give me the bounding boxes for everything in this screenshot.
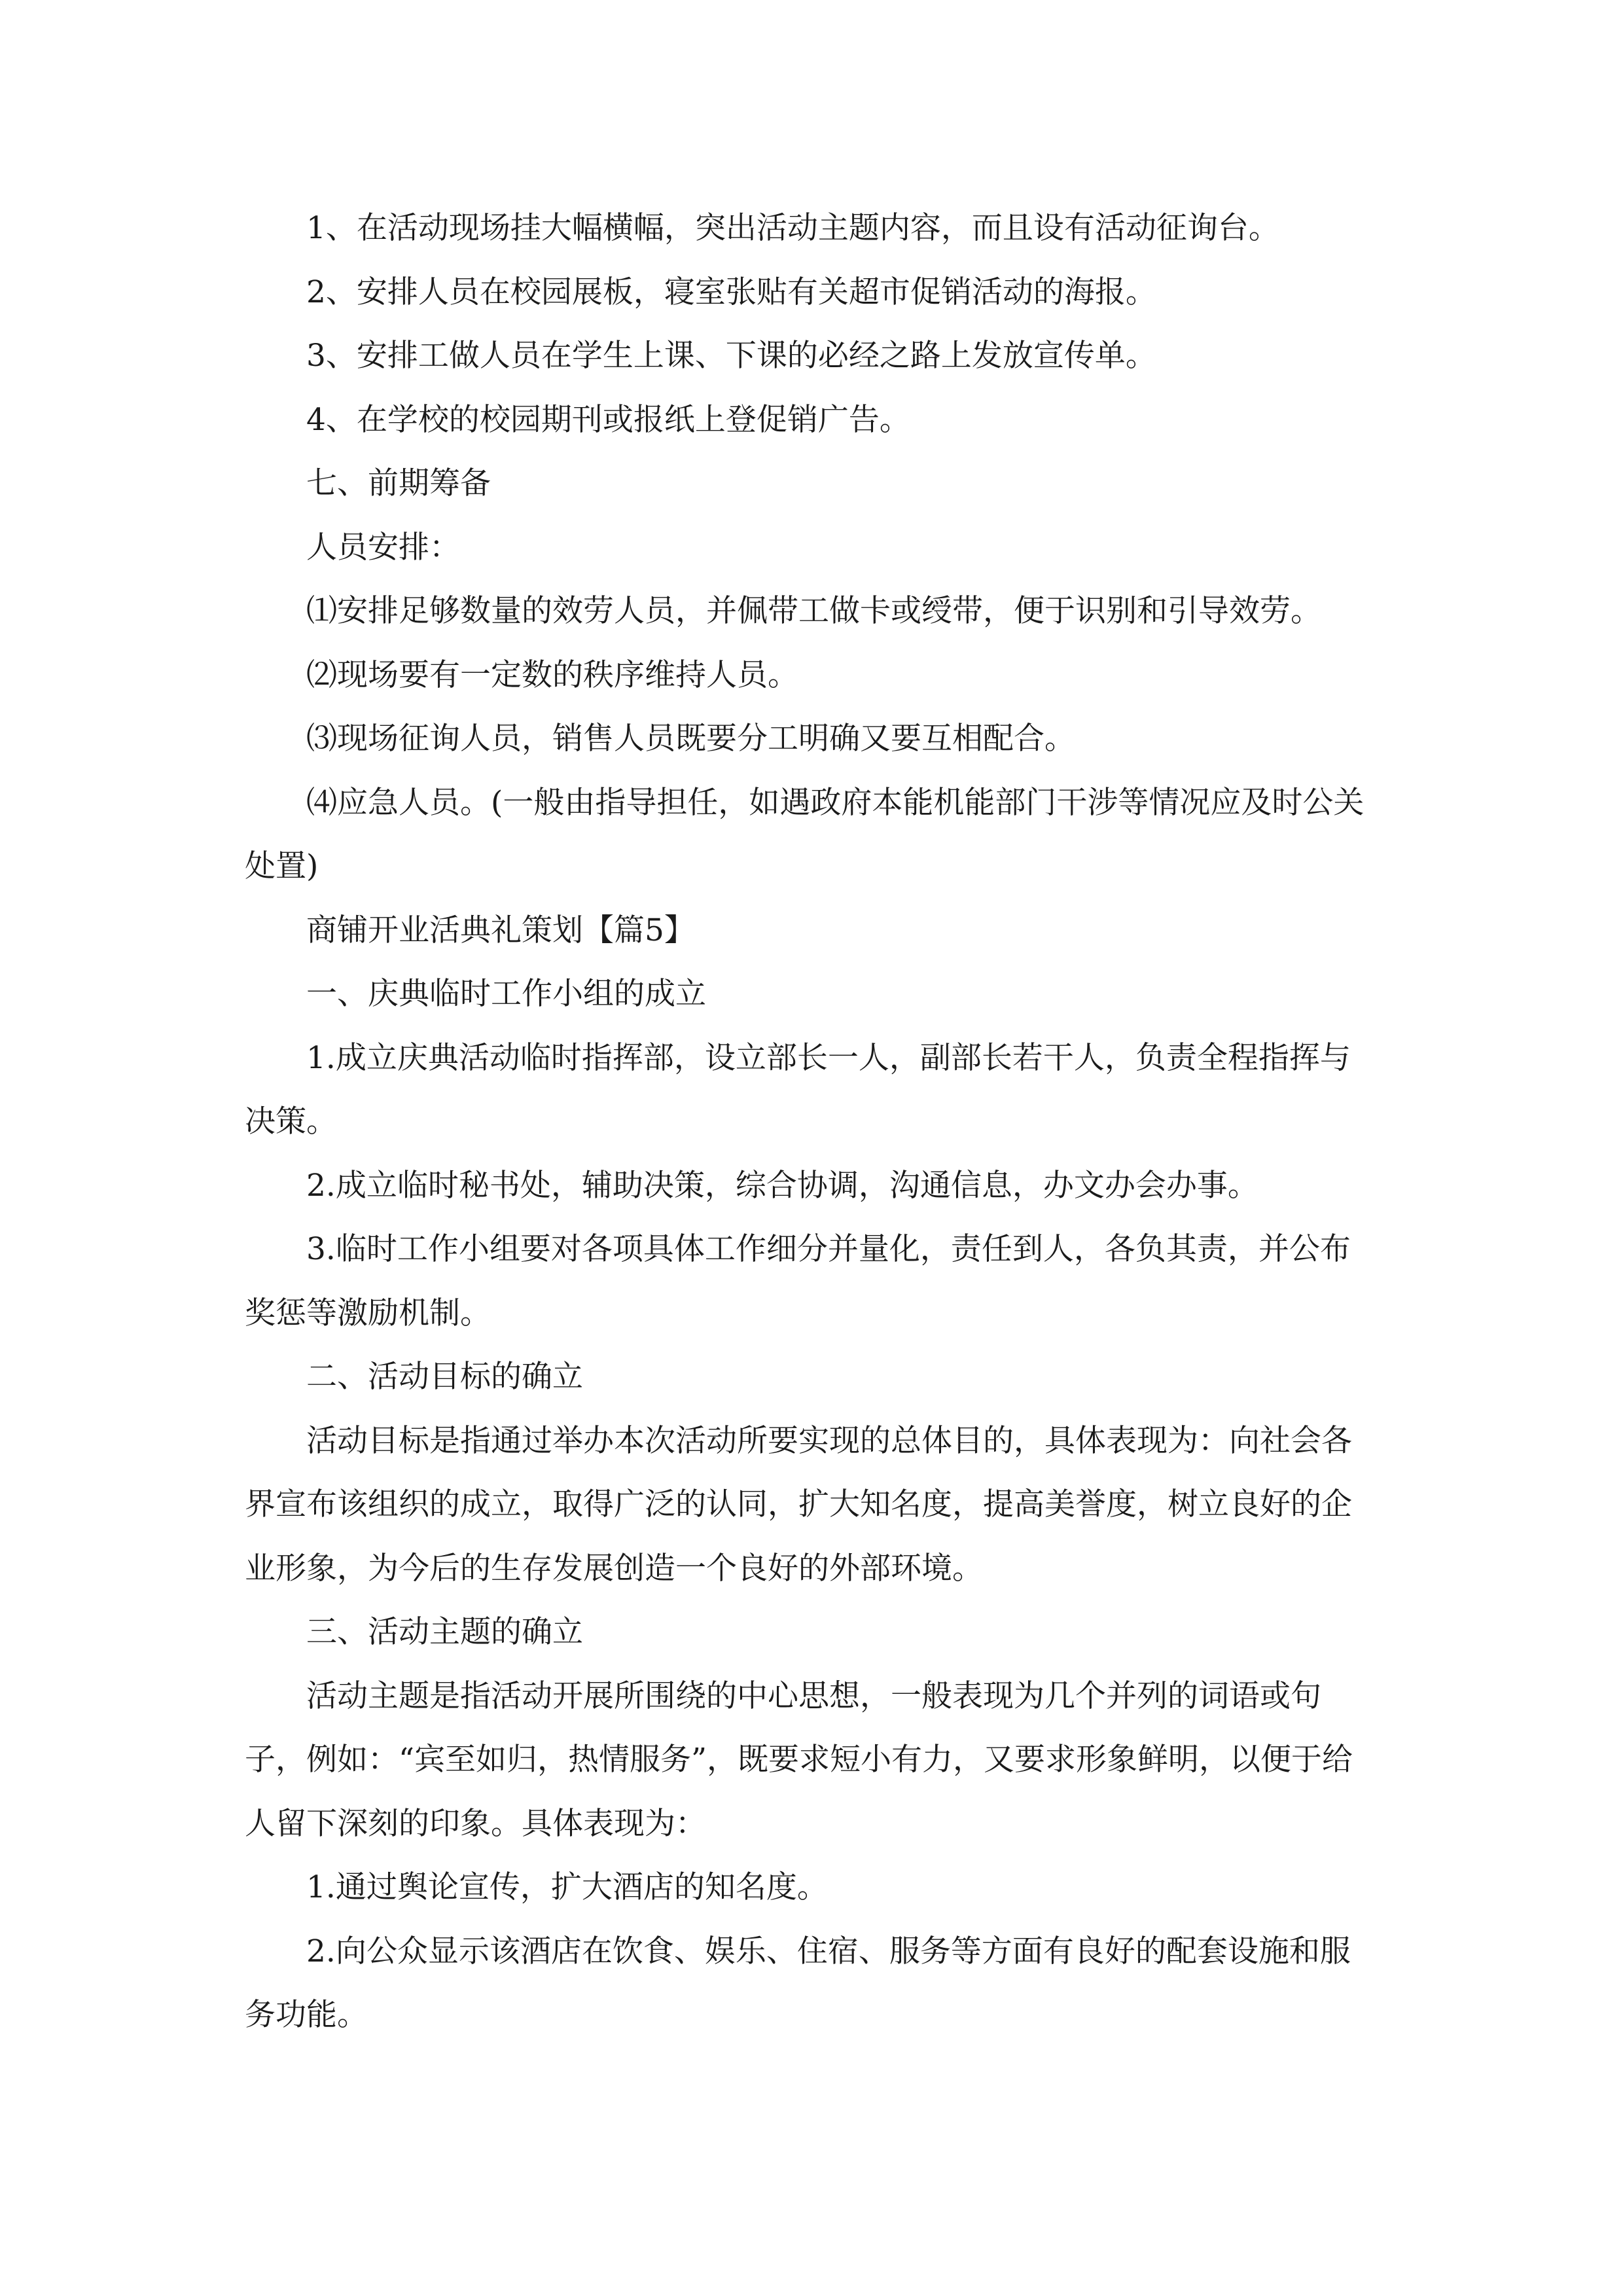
section-heading-1: 一、庆典临时工作小组的成立 xyxy=(306,976,706,1012)
paragraph-1: 1、在活动现场挂大幅横幅，突出活动主题内容，而且设有活动征询台。 xyxy=(306,210,1279,246)
group-item-3: 3.临时工作小组要对各项具体工作细分并量化，责任到人，各负其责，并公布奖惩等激励机制。 xyxy=(245,1231,1351,1331)
theme-item-1: 1.通过舆论宣传，扩大酒店的知名度。 xyxy=(306,1869,828,1905)
theme-paragraph: 活动主题是指活动开展所围绕的中心思想，一般表现为几个并列的词语或句子，例如：“宾至如归，热情服务”，既要求短小有力，又要求形象鲜明，以便于给人留下深刻的印象。具体表现为： xyxy=(245,1677,1353,1842)
staff-arrangement-label: 人员安排： xyxy=(306,529,460,565)
section-heading-3: 三、活动主题的确立 xyxy=(306,1614,583,1650)
section-heading-7: 七、前期筹备 xyxy=(306,465,491,501)
staff-item-4: ⑷应急人员。(一般由指导担任，如遇政府本能机能部门干涉等情况应及时公关处置) xyxy=(245,784,1364,884)
group-item-2: 2.成立临时秘书处，辅助决策，综合协调，沟通信息，办文办会办事。 xyxy=(306,1167,1258,1204)
staff-item-2: ⑵现场要有一定数的秩序维持人员。 xyxy=(306,656,798,693)
paragraph-2: 2、安排人员在校园展板，寝室张贴有关超市促销活动的海报。 xyxy=(306,274,1156,310)
article-title: 商铺开业活典礼策划【篇5】 xyxy=(306,912,695,948)
theme-item-2: 2.向公众显示该酒店在饮食、娱乐、住宿、服务等方面有良好的配套设施和服务功能。 xyxy=(245,1933,1351,2033)
group-item-1: 1.成立庆典活动临时指挥部，设立部长一人，副部长若干人，负责全程指挥与决策。 xyxy=(245,1039,1351,1139)
document-body xyxy=(245,196,1380,2047)
staff-item-1: ⑴安排足够数量的效劳人员，并佩带工做卡或绶带，便于识别和引导效劳。 xyxy=(306,593,1321,629)
paragraph-3: 3、安排工做人员在学生上课、下课的必经之路上发放宣传单。 xyxy=(306,338,1156,374)
goal-paragraph: 活动目标是指通过举办本次活动所要实现的总体目的，具体表现为：向社会各界宣布该组织的成立，取得广泛的认同，扩大知名度，提高美誉度，树立良好的企业形象，为今后的生存发展创造一个良好的外部环境。 xyxy=(245,1422,1352,1587)
staff-item-3: ⑶现场征询人员，销售人员既要分工明确又要互相配合。 xyxy=(306,721,1075,757)
paragraph-4: 4、在学校的校园期刊或报纸上登促销广告。 xyxy=(306,401,910,438)
section-heading-2: 二、活动目标的确立 xyxy=(306,1359,583,1395)
